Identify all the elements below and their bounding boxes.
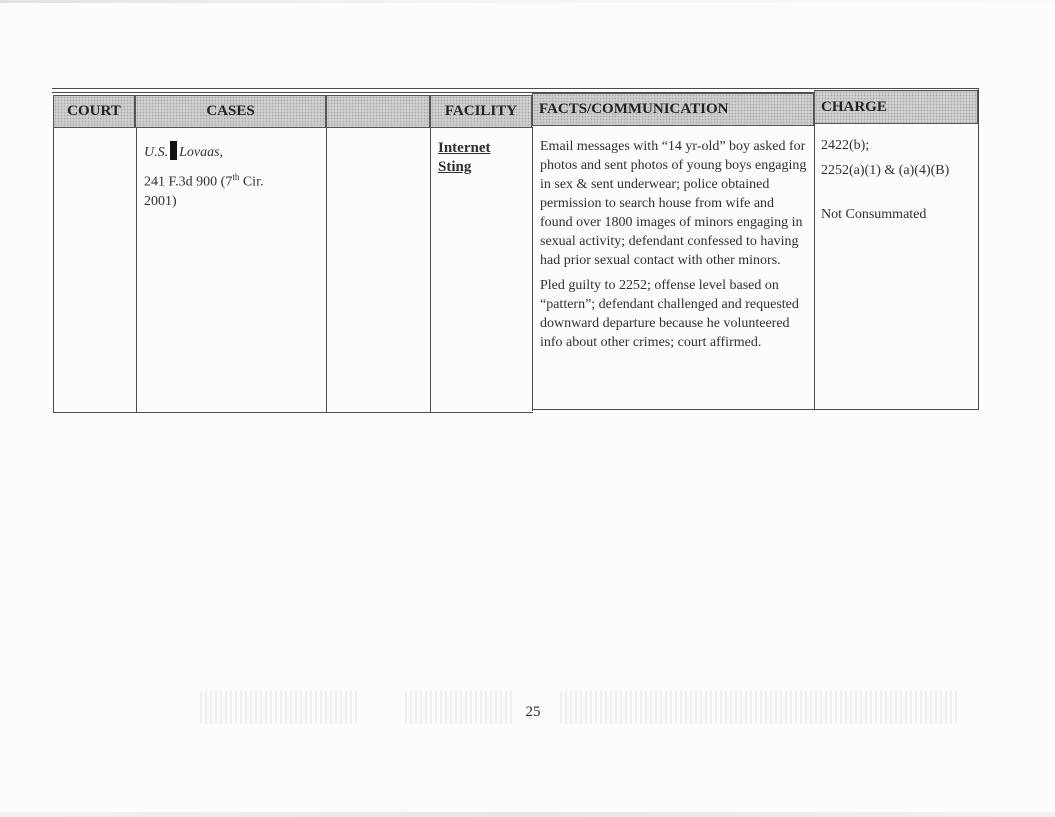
row-divider-cases [326,128,327,413]
show-through-right [560,690,960,724]
case-cell [144,141,319,211]
show-through-mid [405,690,515,724]
header-blank [326,95,430,128]
show-through-left [200,690,360,724]
charge-line-2: 2252(a)(1) & (a)(4)(B) [821,163,950,178]
row-divider-blank [430,128,431,412]
case-citation-line2: 2001) [144,193,177,209]
header-facility: FACILITY [430,95,532,128]
scan-edge [0,0,1055,3]
facility-cell [438,139,528,177]
facility-link-sting[interactable]: Sting [438,159,472,175]
header-charge: CHARGE [814,90,978,124]
case-name-prefix: U.S. [144,145,169,160]
row-border-right [978,88,979,409]
charge-line-1: 2422(b); [821,138,870,153]
row-divider-court [136,128,137,413]
page-number: 25 [525,704,541,720]
redaction-mark [170,141,177,160]
header-facts: FACTS/COMMUNICATION [532,93,814,126]
facts-paragraph-1: Email messages with “14 yr-old” boy asked for photos and sent photos of young boys engaging in sex & sent underwear; police obtained permission to search house from wife and found over 1800 images of minors engaging in sexual activity; defendant confessed to having had prior sexual contact with other minors. [540,139,807,268]
row-border-left [53,128,54,413]
row-border-bottom-left [53,412,533,413]
header-court: COURT [53,95,135,128]
facility-link-internet[interactable]: Internet [438,140,491,156]
scan-edge-bottom [0,812,1055,817]
row-divider-facts [814,124,815,410]
header-cases: CASES [135,95,326,128]
row-border-bottom-right [532,409,979,410]
case-citation-line1: 241 F.3d 900 (7th Cir. [144,172,264,190]
charge-status: Not Consummated [821,207,927,222]
facts-paragraph-2: Pled guilty to 2252; offense level based on “pattern”; defendant challenged and requested downward departure because he volunteered info about other crimes; court affirmed. [540,278,799,350]
case-name [144,141,319,162]
case-name-suffix: Lovaas, [179,145,224,160]
facts-cell [540,137,808,352]
charge-cell [821,136,976,224]
row-divider-facility [532,127,533,411]
